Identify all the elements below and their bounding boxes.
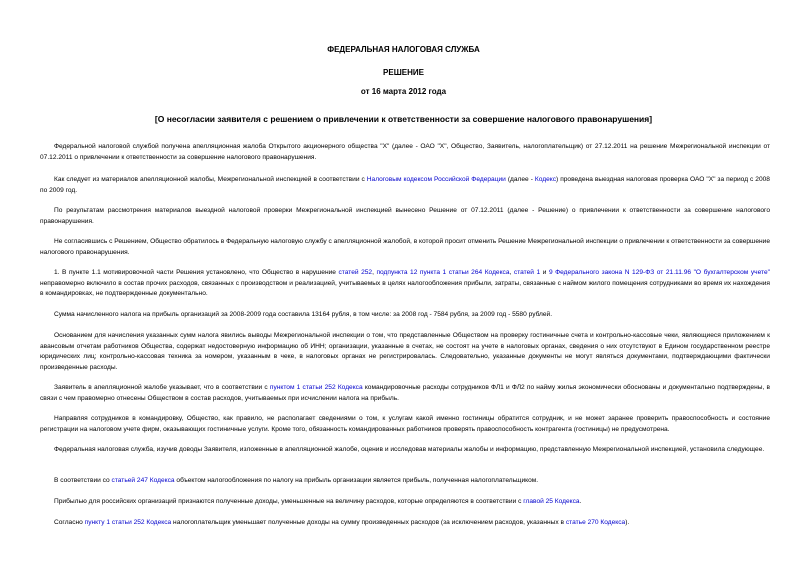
link-article-252[interactable]: статей 252 xyxy=(338,269,373,276)
link-tax-code[interactable]: Налоговым кодексом Российской Федерации xyxy=(366,176,506,183)
document-type: РЕШЕНИЕ xyxy=(383,68,424,77)
link-article-270[interactable]: статье 270 Кодекса xyxy=(565,519,626,526)
paragraph-6: Сумма начисленного налога на прибыль организаций за 2008-2009 года составила 13164 рубля, в том числе: за 2008 год - 7584 рубля, за 2009 год - 5580 рублей. xyxy=(54,311,553,318)
paragraph-4: Не согласившись с Решением, Общество обратилось в Федеральную налоговую службу с апелляционной жалобой, в которой просит отменить Решение Межрегиональной инспекции о привлечении к ответственности за совершение налогового правонарушения. xyxy=(40,238,770,256)
paragraph-2 xyxy=(40,175,770,196)
link-article-252-p1[interactable]: пунктом 1 статьи 252 Кодекса xyxy=(269,384,363,391)
paragraph-text: ). xyxy=(625,519,630,526)
link-article-247[interactable]: статьей 247 Кодекса xyxy=(111,477,175,484)
paragraph-text: объектом налогообложения по налогу на прибыль организации является прибыль, полученная налогоплательщиком. xyxy=(174,477,539,484)
link-article-252-p1b[interactable]: пункту 1 статьи 252 Кодекса xyxy=(84,519,172,526)
document-date: от 16 марта 2012 года xyxy=(360,87,447,96)
paragraph-text: В соответствии со xyxy=(54,477,112,484)
paragraph-text: Прибылью для российских организаций признаются полученные доходы, уменьшенные на величину расходов, которые определяются в соответствии с xyxy=(54,498,524,505)
paragraph-9: Направляя сотрудников в командировку, Общество, как правило, не располагает сведениями о том, к услугам какой именно гостиницы обратится сотрудник, и не может заранее проверить правоспособность и состояние регистрации на налоговом учете фирм, оказывающих гостиничные услуги. Кроме того, обязанность командированных работников проверять правоспособность контрагента (гостиницы) не предусмотрена. xyxy=(40,415,770,433)
document-subject: [О несогласии заявителя с решением о привлечении к ответственности за совершение налогового правонарушения] xyxy=(154,114,653,124)
paragraph-10: Федеральная налоговая служба, изучив доводы Заявителя, изложенные в апелляционной жалобе, оценив и исследовав материалы жалобы и информацию, представленную Межрегиональной инспекцией, установила следующее. xyxy=(54,446,765,453)
paragraph-11 xyxy=(40,476,770,487)
paragraph-text: . xyxy=(579,498,582,505)
paragraph-text: ) проведена выездная налоговая проверка ОАО "X" за период с 2008 по 2009 год. xyxy=(40,176,770,194)
link-article-264[interactable]: подпункта 12 пункта 1 статьи 264 Кодекса xyxy=(376,269,510,276)
link-code[interactable]: Кодекс xyxy=(534,176,557,183)
paragraph-8 xyxy=(40,383,770,404)
paragraph-5 xyxy=(40,268,770,300)
paragraph-12 xyxy=(40,497,770,508)
agency-title: ФЕДЕРАЛЬНАЯ НАЛОГОВАЯ СЛУЖБА xyxy=(327,45,480,54)
paragraph-text: (далее - xyxy=(505,176,535,183)
paragraph-13 xyxy=(40,518,770,529)
paragraph-1: Федеральной налоговой службой получена апелляционная жалоба Открытого акционерного общества "X" (далее - ОАО "X", Общество, Заявитель, налогоплательщик) от 27.12.2011 на решение Межрегиональной инспекции от 07.12.2011 о привлечении к ответственности за совершение налогового правонарушения. xyxy=(40,143,770,161)
link-federal-law-129[interactable]: 9 Федерального закона N 129-ФЗ от 21.11.96 "О бухгалтерском учете" xyxy=(548,269,770,276)
paragraph-text: и xyxy=(540,269,549,276)
link-chapter-25[interactable]: главой 25 Кодекса xyxy=(523,498,580,505)
paragraph-text: неправомерно включило в состав прочих расходов, связанных с производством и реализацией, учитываемых в целях налогообложения прибыли, затраты, связанные с наймом жилого помещения сотрудниками во время их нахождения в командировках, не подтвержденные документально. xyxy=(40,279,770,297)
paragraph-3: По результатам рассмотрения материалов выездной налоговой проверки Межрегиональной инспекцией вынесено Решение от 07.12.2011 (далее - Решение) о привлечении к ответственности за совершение налогового правонарушения. xyxy=(40,207,770,225)
link-article-1[interactable]: статей 1 xyxy=(513,269,541,276)
paragraph-text: Заявитель в апелляционной жалобе указывает, что в соответствии с xyxy=(54,384,270,391)
paragraph-text: Согласно xyxy=(54,519,85,526)
paragraph-text: командировочные расходы сотрудников ФЛ1 и ФЛ2 по найму жилья экономически обоснованы и документально подтверждены, в связи с чем правомерно отнесены Обществом в состав расходов, учитываемых при исчислении налога на прибыль. xyxy=(40,384,770,402)
paragraph-text: Как следует из материалов апелляционной жалобы, Межрегиональной инспекцией в соответствии с xyxy=(54,176,367,183)
paragraph-text: 1. В пункте 1.1 мотивировочной части Решения установлено, что Общество в нарушение xyxy=(54,269,339,276)
paragraph-7: Основанием для начисления указанных сумм налога явились выводы Межрегиональной инспекции о том, что представленные Обществом на проверку гостиничные счета и контрольно-кассовые чеки, являющиеся приложением к авансовым отчетам работников Общества, содержат недостоверную информацию об ИНН; организации, указанные в счетах, не состоят на учете в налоговых органах, сведения о них отсутствуют в Едином государственном реестре юридических лиц; контрольно-кассовая техника за номером, указанным в чеке, в налоговых органах не регистрировалась. Следовательно, указанные документы не могут являться документами, подтверждающими фактически произведенные расходы. xyxy=(40,332,770,371)
paragraph-text: , xyxy=(509,269,514,276)
paragraph-text: , xyxy=(372,269,377,276)
paragraph-text: налогоплательщик уменьшает полученные доходы на сумму произведенных расходов (за исключением расходов, указанных в xyxy=(171,519,566,526)
